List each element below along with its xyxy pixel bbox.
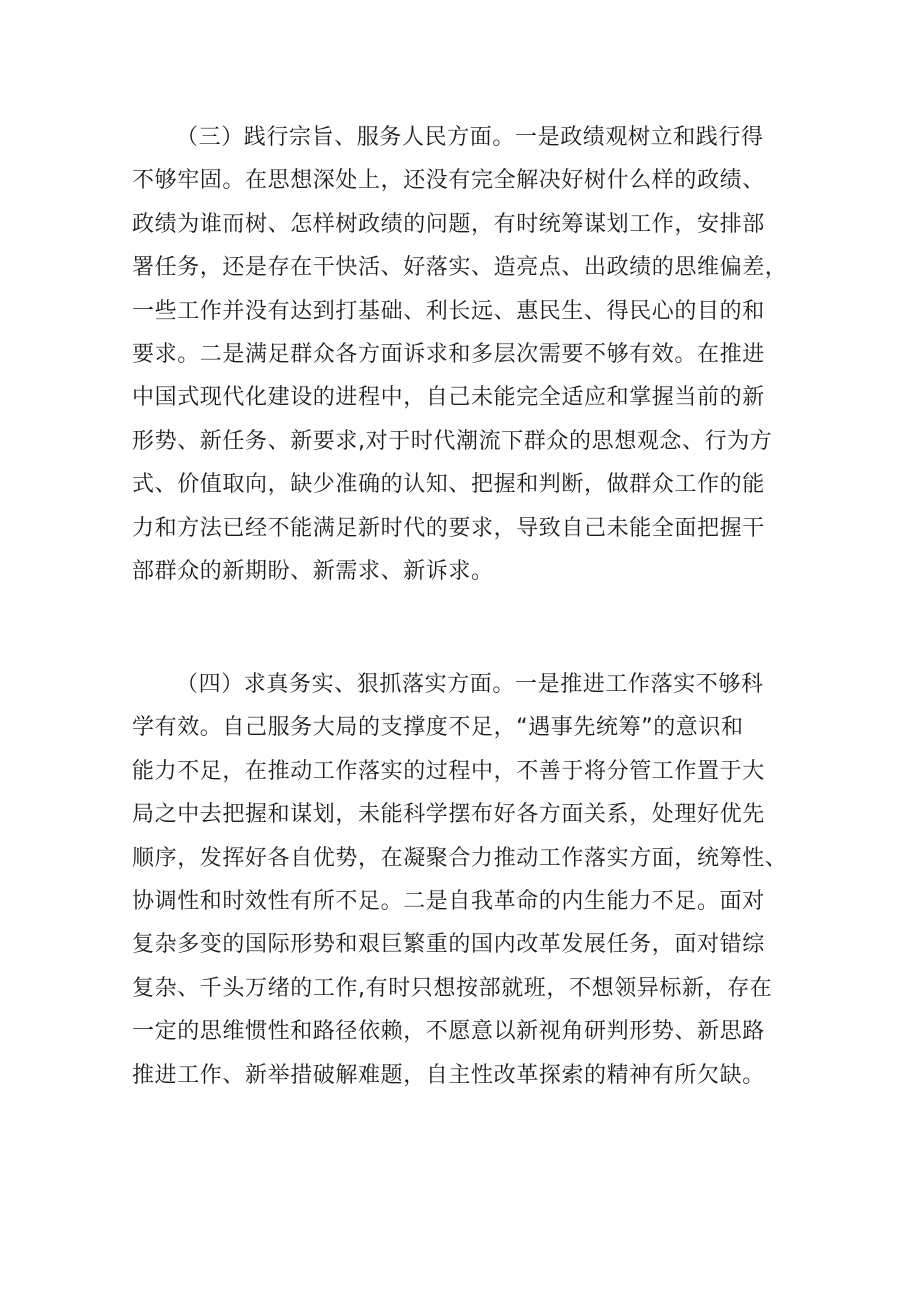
text-line: 式、价值取向，缺少准确的认知、把握和判断，做群众工作的能 <box>132 472 765 498</box>
text-line: 学有效。自己服务大局的支撑度不足，“遇事先统筹”的意识和 <box>132 715 744 741</box>
text-line: 推进工作、新举措破解难题，自主性改革探索的精神有所欠缺。 <box>132 1062 765 1088</box>
text-line: 政绩为谁而树、怎样树政绩的问题，有时统筹谋划工作，安排部 <box>132 211 765 237</box>
text-line: 不够牢固。在思想深处上，还没有完全解决好树什么样的政绩、 <box>132 168 765 194</box>
text-line: 一些工作并没有达到打基础、利长远、惠民生、得民心的目的和 <box>132 298 765 324</box>
text-line: （三）践行宗旨、服务人民方面。一是政绩观树立和践行得 <box>176 125 764 150</box>
text-line: 署任务，还是存在干快活、好落实、造亮点、出政绩的思维偏差， <box>132 255 788 281</box>
paragraph-section-four <box>132 663 800 1097</box>
paragraph-section-three <box>132 116 800 593</box>
text-line: 顺序，发挥好各自优势，在凝聚合力推动工作落实方面，统筹性、 <box>132 845 788 871</box>
text-line: 力和方法已经不能满足新时代的要求，导致自己未能全面把握干 <box>132 515 765 541</box>
text-line: 复杂多变的国际形势和艰巨繁重的国内改革发展任务，面对错综 <box>132 932 765 958</box>
text-line: 要求。二是满足群众各方面诉求和多层次需要不够有效。在推进 <box>132 341 765 367</box>
text-line: 一定的思维惯性和路径依赖，不愿意以新视角研判形势、新思路 <box>132 1019 765 1045</box>
text-line: 复杂、千头万绪的工作,有时只想按部就班，不想领异标新，存在 <box>132 975 773 1001</box>
text-line: （四）求真务实、狠抓落实方面。一是推进工作落实不够科 <box>176 672 764 697</box>
text-line: 部群众的新期盼、新需求、新诉求。 <box>132 558 494 584</box>
text-line: 协调性和时效性有所不足。二是自我革命的内生能力不足。面对 <box>132 888 765 914</box>
text-line: 局之中去把握和谋划，未能科学摆布好各方面关系，处理好优先 <box>132 802 765 828</box>
text-line: 中国式现代化建设的进程中，自己未能完全适应和掌握当前的新 <box>132 385 765 411</box>
text-line: 形势、新任务、新要求,对于时代潮流下群众的思想观念、行为方 <box>132 428 773 454</box>
text-line: 能力不足，在推动工作落实的过程中，不善于将分管工作置于大 <box>132 758 765 784</box>
